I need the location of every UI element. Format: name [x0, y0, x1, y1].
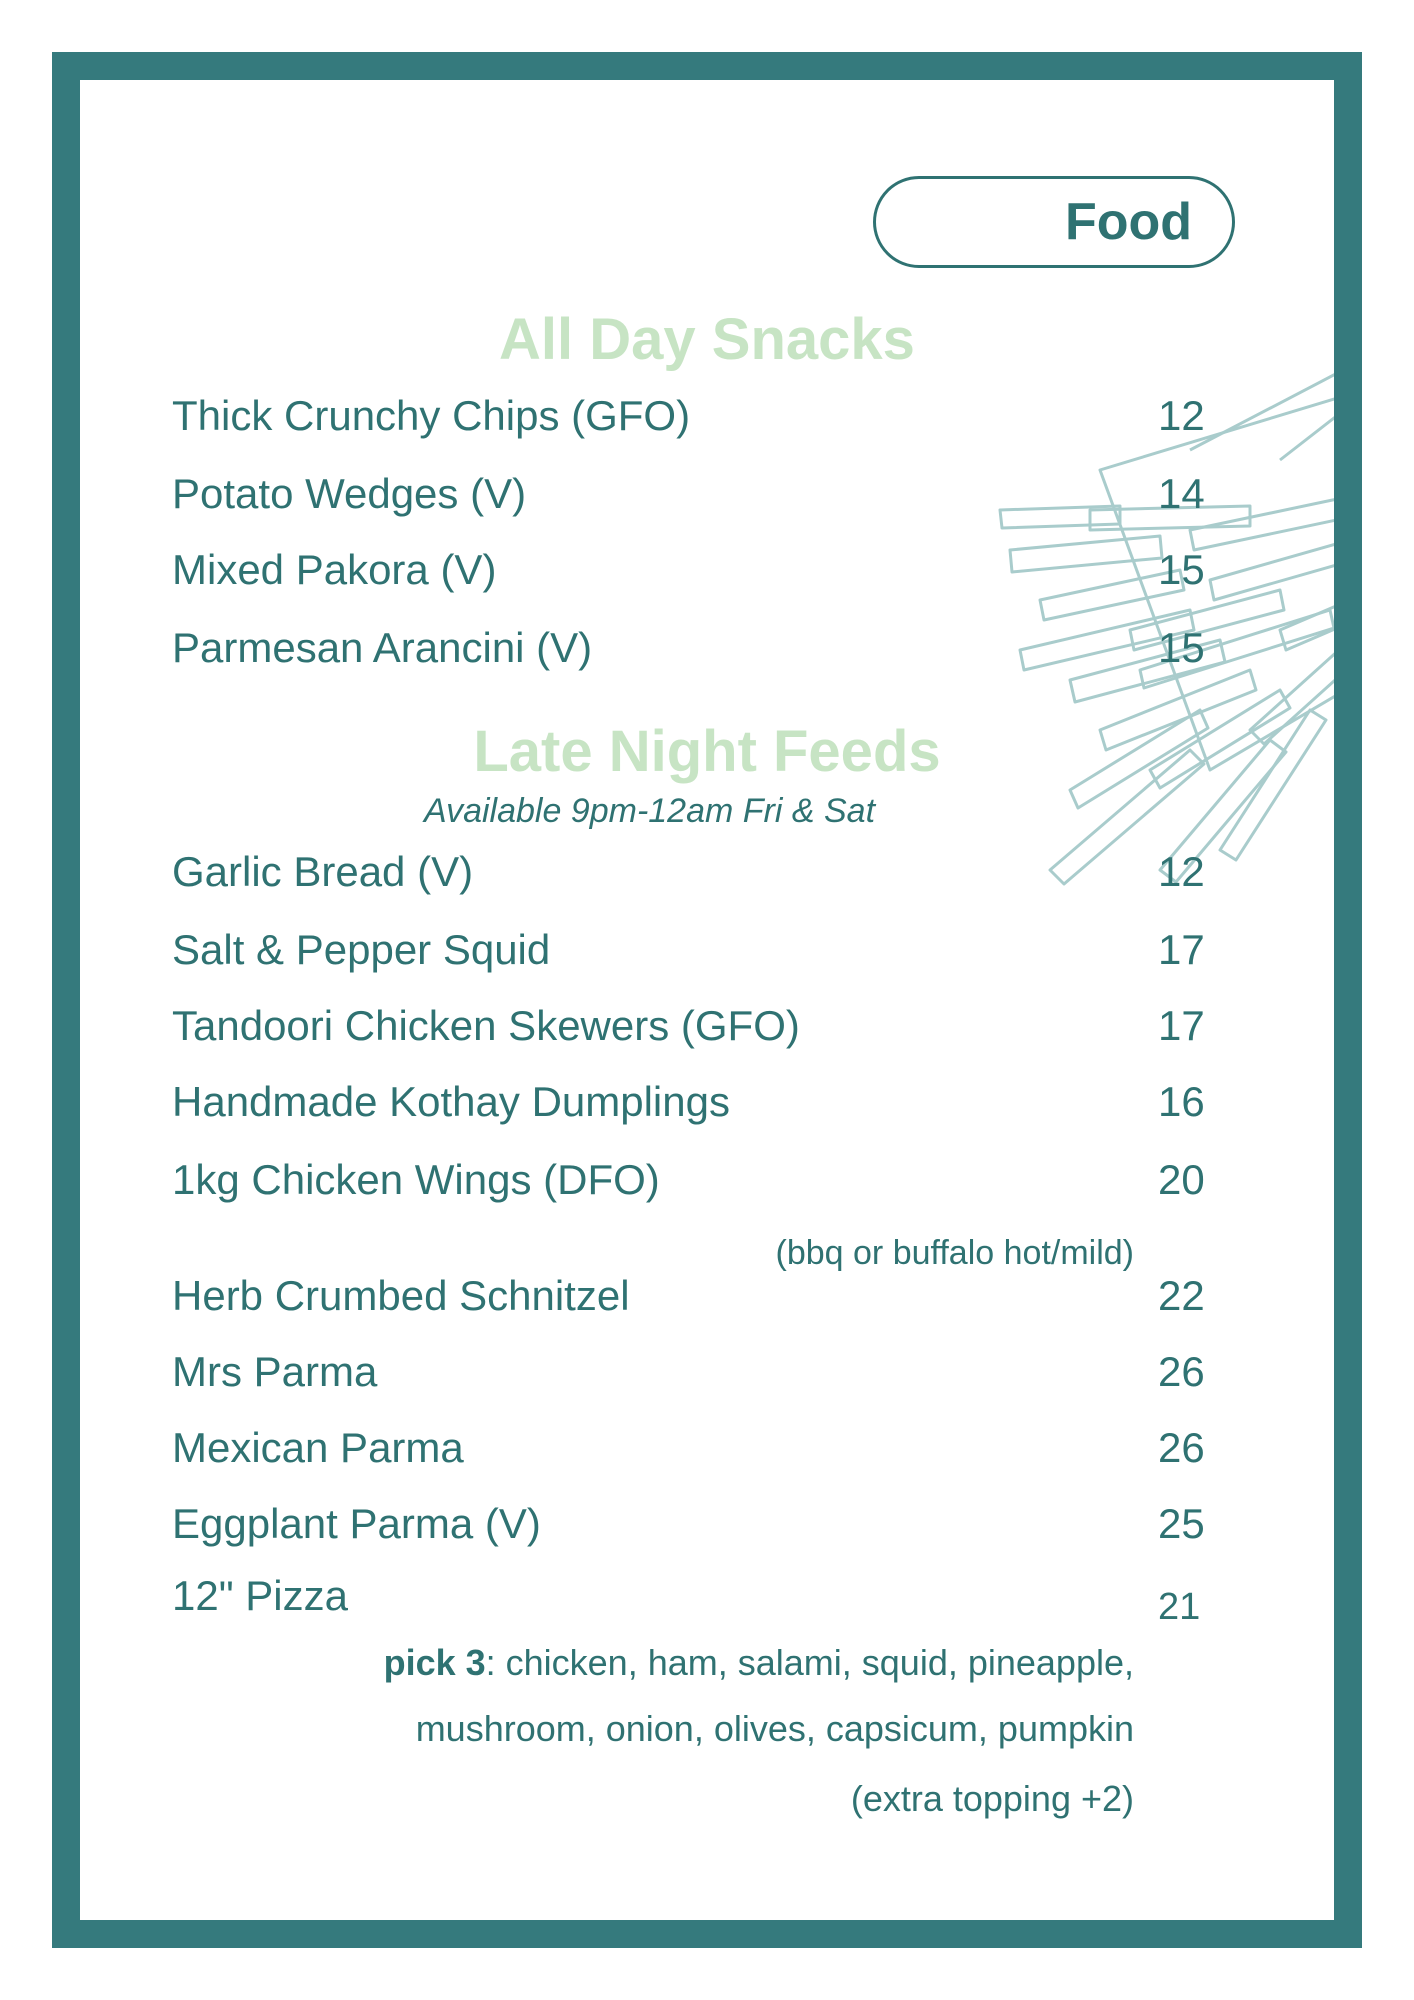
- section-title-all-day-snacks: All Day Snacks: [499, 307, 915, 372]
- menu-item-price: 15: [1158, 624, 1205, 671]
- menu-item-price: 17: [1158, 1002, 1205, 1049]
- menu-item-name: Parmesan Arancini (V): [172, 624, 593, 671]
- menu-item-name: Potato Wedges (V): [172, 470, 527, 517]
- menu-item-price: 12: [1158, 392, 1205, 439]
- menu-item-name: Mixed Pakora (V): [172, 546, 497, 593]
- menu-item-name: Mexican Parma: [172, 1424, 464, 1471]
- menu-item-name: Handmade Kothay Dumplings: [172, 1078, 730, 1125]
- menu-item-price: 14: [1158, 470, 1205, 517]
- menu-item-price: 17: [1158, 926, 1205, 973]
- menu-item-name: Salt & Pepper Squid: [172, 926, 551, 973]
- menu-item-price: 16: [1158, 1078, 1205, 1125]
- section-subtitle: Available 9pm-12am Fri & Sat: [424, 792, 876, 830]
- pizza-pick-label: pick 3: [383, 1642, 486, 1683]
- menu-item-price: 25: [1158, 1500, 1205, 1547]
- pizza-extra-topping: (extra topping +2): [850, 1778, 1134, 1819]
- menu-item-name: Mrs Parma: [172, 1348, 378, 1395]
- menu-item-price: 15: [1158, 546, 1205, 593]
- menu-item-price: 12: [1158, 848, 1205, 895]
- menu-item-price: 26: [1158, 1424, 1205, 1471]
- food-badge-label: Food: [1064, 193, 1192, 251]
- menu-item-name: Garlic Bread (V): [172, 848, 474, 895]
- fries-illustration: [950, 310, 1334, 1010]
- menu-item-price: 26: [1158, 1348, 1205, 1395]
- menu-item-name: Eggplant Parma (V): [172, 1500, 541, 1547]
- menu-item-name: 1kg Chicken Wings (DFO): [172, 1156, 660, 1203]
- menu-card: [80, 80, 1334, 1920]
- wings-sauce-note: (bbq or buffalo hot/mild): [775, 1234, 1134, 1272]
- menu-item-price: 22: [1158, 1272, 1205, 1319]
- menu-item-name: Herb Crumbed Schnitzel: [172, 1272, 630, 1319]
- menu-item-price: 20: [1158, 1156, 1205, 1203]
- menu-item-name: Thick Crunchy Chips (GFO): [172, 392, 691, 439]
- section-title-late-night-feeds: Late Night Feeds: [473, 719, 941, 784]
- menu-item-name: Tandoori Chicken Skewers (GFO): [172, 1002, 800, 1049]
- menu-item-price: 21: [1158, 1586, 1201, 1628]
- food-badge: [873, 176, 1235, 268]
- menu-item-name: 12" Pizza: [172, 1572, 348, 1619]
- pizza-toppings-text: : chicken, ham, salami, squid, pineapple,: [485, 1642, 1134, 1683]
- pizza-toppings-line2: mushroom, onion, olives, capsicum, pumpkin: [415, 1708, 1134, 1749]
- pizza-toppings-line1: [384, 1642, 1134, 1684]
